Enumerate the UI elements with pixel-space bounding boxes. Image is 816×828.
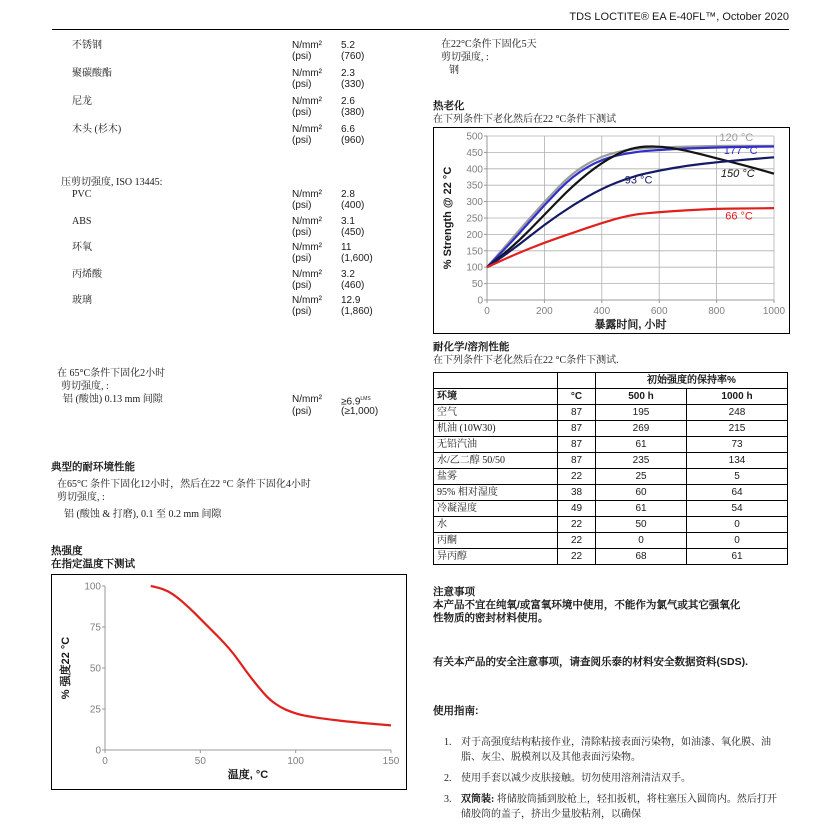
cell-1000h: 73 [687,437,788,453]
x-tick-label: 400 [593,306,611,317]
cell-temperature: 87 [558,405,596,421]
y-axis-title: % Strength @ 22 °C [442,166,454,270]
cell-temperature: 22 [558,469,596,485]
cell-1000h: 134 [687,453,788,469]
x-axis-title: 温度, °C [227,769,269,781]
cell-temperature: 87 [558,421,596,437]
list-item-bold: 双筒装: [461,794,495,805]
x-tick-label: 200 [536,306,553,317]
cell-500h: 235 [596,453,687,469]
cell-1000h: 0 [687,533,788,549]
cell-500h: 269 [596,421,687,437]
cell-environment: 空气 [434,405,558,421]
y-tick-label: 25 [89,704,101,716]
x-tick-label: 150 [382,756,400,767]
material-unit-psi: (psi) [292,135,312,146]
cell-environment: 盐雾 [434,469,558,485]
x-tick-label: 50 [194,756,206,767]
material-value-nmm2: 2.6 [341,96,355,107]
x-tick-label: 600 [650,306,668,317]
y-tick-label: 200 [466,229,483,241]
y-tick-label: 400 [466,164,483,176]
material-value-nmm2: 2.8 [341,189,355,200]
cell-temperature: 87 [558,437,596,453]
x-tick-label: 0 [484,306,490,317]
material-value-psi: (450) [341,226,365,238]
table-header-row [434,389,788,405]
cell-environment: 异丙醇 [434,549,558,565]
table-group-header-row [434,373,788,389]
y-tick-label: 250 [466,213,483,225]
cell-1000h: 5 [687,469,788,485]
material-name: 丙烯酸 [72,268,102,280]
list-item [444,771,784,786]
header-rule [52,29,789,30]
material-unit-nmm2: N/mm² [292,215,322,227]
table-row [434,517,788,533]
env-line3: 铝 (酸蚀 & 打磨), 0.1 至 0.2 mm 间隙 [64,509,222,520]
material-name: ABS [72,215,92,227]
material-unit-psi: (psi) [292,226,312,238]
material-unit-psi: (psi) [292,306,312,317]
heat-aging-title: 热老化 [433,100,465,112]
y-tick-label: 500 [466,131,483,143]
material-unit-nmm2: N/mm² [292,124,322,135]
material-unit-psi: (psi) [292,79,312,90]
hot-strength-chart [52,575,406,789]
env-line2: 剪切强度, : [57,492,105,503]
cell-1000h: 54 [687,501,788,517]
safety-note: 有关本产品的安全注意事项，请查阅乐泰的材料安全数据资料(SDS). [433,656,748,668]
material-unit-nmm2: N/mm² [292,40,322,51]
page-header [0,0,816,30]
cell-environment: 水/乙二醇 50/50 [434,453,558,469]
cell-1000h: 248 [687,405,788,421]
material-name: 尼龙 [72,96,92,107]
x-tick-label: 100 [287,756,305,767]
material-value-psi: (960) [341,135,365,146]
env-performance-title: 典型的耐环境性能 [51,461,135,473]
material-value-psi: (1,600) [341,253,373,264]
material-value-nmm2: 12.9 [341,295,361,306]
table-row [434,549,788,565]
x-tick-label: 1000 [762,306,786,317]
material-unit-psi: (psi) [292,200,312,211]
cell-500h: 68 [596,549,687,565]
y-tick-label: 100 [84,581,101,593]
material-unit-psi: (psi) [292,51,312,62]
material-unit-nmm2: N/mm² [292,268,322,280]
cure22-line2: 剪切强度, : [441,52,489,63]
table-row [434,533,788,549]
series-label: 177 °C [723,145,758,158]
cure22-line3: 钢 [449,65,459,76]
y-tick-label: 300 [466,197,483,209]
cure65-value2: (≥1,000) [341,406,379,417]
material-value-psi: (460) [341,279,365,291]
material-unit-nmm2: N/mm² [292,68,322,79]
cell-environment: 丙酮 [434,533,558,549]
cell-1000h: 0 [687,517,788,533]
cell-environment: 水 [434,517,558,533]
series-label: 120 °C [719,131,754,144]
list-item-number: 2. [444,773,452,784]
notes-line2: 性物质的密封材料使用。 [433,612,549,624]
cell-500h: 60 [596,485,687,501]
material-unit-psi: (psi) [292,107,312,118]
cell-1000h: 64 [687,485,788,501]
table-header-blank2 [558,373,596,389]
material-value-nmm2: 6.6 [341,124,355,135]
chem-resistance-subtitle: 在下列条件下老化然后在22 °C条件下测试. [433,355,619,366]
cell-environment: 无铅汽油 [434,437,558,453]
notes-line1: 本产品不宜在纯氧/或富氧环境中使用，不能作为氯气或其它强氧化 [433,599,741,611]
material-name: 木头 (杉木) [72,124,122,135]
material-name: 玻璃 [72,295,92,306]
cell-temperature: 38 [558,485,596,501]
table-row [434,437,788,453]
cell-temperature: 22 [558,549,596,565]
cure65-value1: $\ge 6.9^{LMS}$ [341,396,371,408]
heat-aging-chart [434,128,789,333]
y-axis-title: % 强度22 °C [60,636,72,700]
col-500h-header: 500 h [596,389,687,405]
table-row [434,453,788,469]
y-tick-label: 0 [95,745,101,757]
cure22-line1: 在22°C条件下固化5天 [441,39,537,50]
cell-500h: 195 [596,405,687,421]
table-row [434,501,788,517]
material-name: 环氧 [72,242,92,253]
cell-temperature: 22 [558,533,596,549]
material-unit-psi: (psi) [292,279,312,291]
cure65-unit1: N/mm² [292,394,322,405]
material-name: 聚碳酸酯 [72,68,112,79]
material-unit-nmm2: N/mm² [292,295,322,306]
list-item [444,792,784,822]
cell-environment: 冷凝湿度 [434,501,558,517]
hot-strength-subtitle: 在指定温度下测试 [51,558,135,570]
material-unit-psi: (psi) [292,253,312,264]
material-value-nmm2: 11 [341,242,352,253]
cell-environment: 机油 (10W30) [434,421,558,437]
list-item-text: 将储胶筒插到胶枪上，轻扣扳机，将柱塞压入圆筒内。然后打开储胶筒的盖子，挤出少量胶粘剂，以确保 [461,794,777,820]
cell-500h: 61 [596,437,687,453]
material-name: 不锈钢 [72,40,102,51]
cell-500h: 61 [596,501,687,517]
material-name: PVC [72,189,92,200]
notes-title: 注意事项 [433,586,475,598]
compressive-shear-title: 压剪切强度, ISO 13445: [61,177,163,188]
table-row [434,405,788,421]
cell-temperature: 87 [558,453,596,469]
material-value-psi: (330) [341,79,365,90]
cure65-line3: 铝 (酸蚀) 0.13 mm 间隙 [63,394,163,405]
hot-strength-chart-frame [51,574,407,790]
material-value-nmm2: 3.2 [341,268,355,280]
list-item [444,735,784,765]
env-line1: 在65°C 条件下固化12小时，然后在22 °C 条件下固化4小时 [57,479,311,490]
y-tick-label: 100 [466,262,483,274]
cell-500h: 0 [596,533,687,549]
y-tick-label: 50 [471,279,483,291]
usage-guide-list [444,735,784,828]
material-value-psi: (1,860) [341,306,373,317]
material-value-psi: (760) [341,51,365,62]
table-row [434,421,788,437]
x-axis-title: 暴露时间, 小时 [594,319,667,331]
chem-resistance-title: 耐化学/溶剂性能 [433,341,510,353]
series-label: 66 °C [725,210,753,223]
y-tick-label: 150 [466,246,483,258]
cell-500h: 25 [596,469,687,485]
cell-environment: 95% 相对湿度 [434,485,558,501]
table-header-blank [434,373,558,389]
table-row [434,469,788,485]
y-tick-label: 0 [477,295,483,307]
material-value-nmm2: 3.1 [341,215,355,227]
guide-title: 使用指南: [433,705,479,717]
document-title: TDS LOCTITE® EA E-40FL™, October 2020 [569,11,789,23]
table-row [434,485,788,501]
x-tick-label: 800 [708,306,725,317]
list-item-text: 使用手套以减少皮肤接触。切勿使用溶剂清洁双手。 [461,773,691,784]
list-item-number: 1. [444,737,452,748]
material-value-psi: (380) [341,107,365,118]
col-env-header: 环境 [434,389,558,405]
material-value-nmm2: 2.3 [341,68,355,79]
cell-temperature: 22 [558,517,596,533]
cell-1000h: 215 [687,421,788,437]
col-1000h-header: 1000 h [687,389,788,405]
material-unit-nmm2: N/mm² [292,189,322,200]
cell-1000h: 61 [687,549,788,565]
series-line [151,586,391,725]
cure65-line1: 在 65°C条件下固化2小时 [57,368,166,379]
material-unit-nmm2: N/mm² [292,96,322,107]
series-label: 93 °C [624,174,653,187]
chem-resistance-table [433,372,788,565]
material-value-psi: (400) [341,200,365,211]
series-label: 150 °C [720,168,755,180]
y-tick-label: 350 [466,180,483,192]
hot-strength-title: 热强度 [51,545,83,557]
cure65-unit2: (psi) [292,406,312,417]
list-item-text: 对于高强度结构粘接作业，清除粘接表面污染物，如油漆、氧化膜、油脂、灰尘、脱模剂以及其他表面污染物。 [461,737,771,763]
y-tick-label: 450 [466,147,483,159]
y-tick-label: 50 [89,663,101,675]
cell-temperature: 49 [558,501,596,517]
col-temp-header: °C [558,389,596,405]
y-tick-label: 75 [89,622,101,634]
x-tick-label: 0 [102,756,108,767]
material-unit-nmm2: N/mm² [292,242,322,253]
table-group-header: 初始强度的保持率% [596,373,788,389]
cure65-line2: 剪切强度, : [61,381,109,392]
heat-aging-chart-frame [433,127,790,334]
material-value-nmm2: 5.2 [341,40,355,51]
cell-500h: 50 [596,517,687,533]
list-item-number: 3. [444,794,452,805]
heat-aging-subtitle: 在下列条件下老化然后在22 °C条件下测试 [433,114,617,125]
